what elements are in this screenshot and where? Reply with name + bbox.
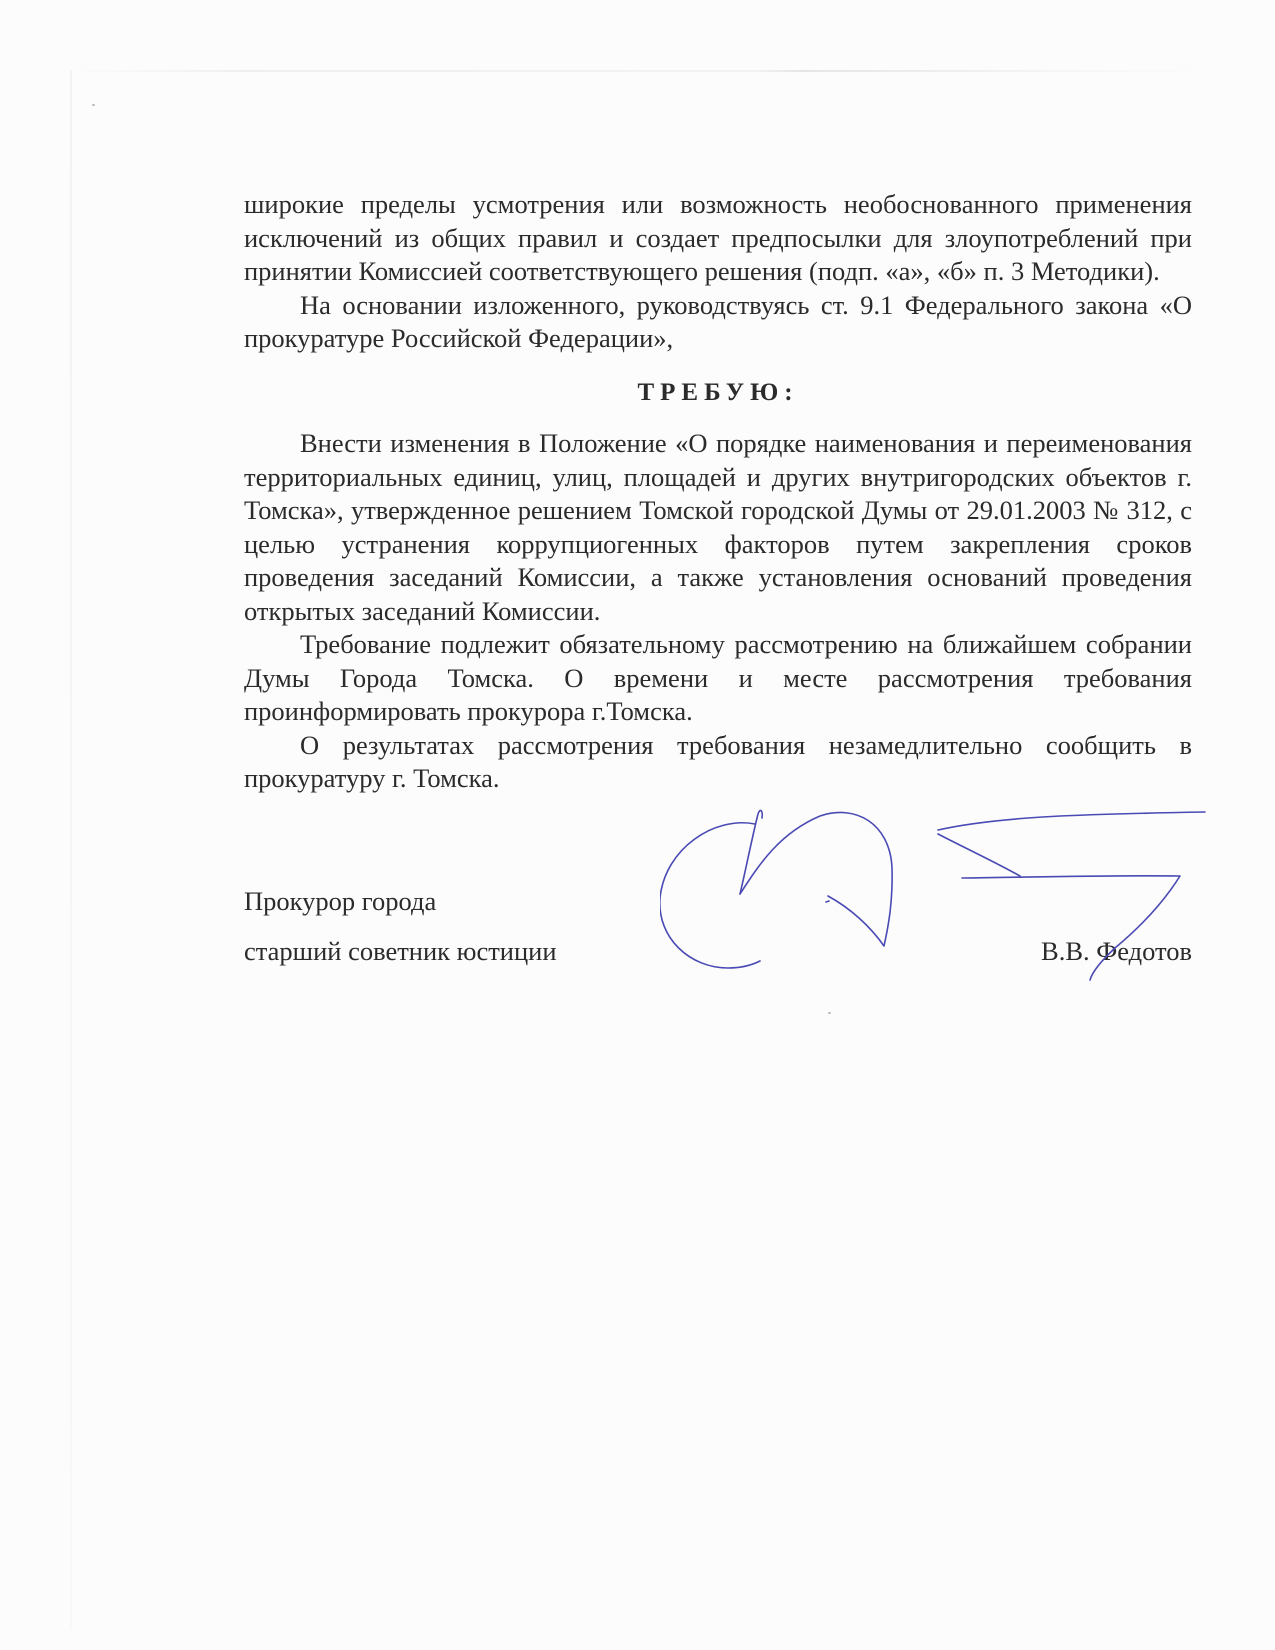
scan-edge [70,70,72,1630]
paragraph-legal-basis: На основании изложенного, руководствуясь ст. 9.1 Федерального закона «О прокуратуре Российской Федерации», [244,289,1192,353]
signature-stroke [962,876,1180,980]
demand-paragraph: Требование подлежит обязательному рассмотрению на ближайшем собрании Думы Города Томска. О времени и месте рассмотрения требования проинформировать прокурора г.Томска. [244,629,1192,726]
signature-stroke [826,901,829,902]
signer-name: В.В. Федотов [1041,936,1192,966]
demand-paragraph: О результатах рассмотрения требования незамедлительно сообщить в прокуратуру г. Томска. [244,729,1192,793]
scan-speck [92,104,95,106]
signature-stroke [938,834,1020,876]
signature-stroke [938,812,1205,830]
signer-position: Прокурор города [244,886,437,916]
signature-stroke [740,812,892,946]
signature-stroke [660,823,760,968]
document-body [244,188,1192,796]
scan-speck [828,1012,831,1014]
demand-heading: ТРЕБУЮ: [637,378,799,406]
handwritten-signature [660,808,1220,988]
demand-paragraph: Внести изменения в Положение «О порядке наименования и переименования территориальных единиц, улиц, площадей и других внутригородских объектов г. Томска», утвержденное решением Томской городской Думы от 29.01.2003 № 312, с целью устранения коррупциогенных факторов путем закрепления сроков проведения заседаний Комиссии, а также установления оснований проведения открытых заседаний Комиссии. [244,428,1192,626]
scan-edge [70,70,1210,72]
paragraph-continuation: широкие пределы усмотрения или возможность необоснованного применения исключений из общих правил и создает предпосылки для злоупотреблений при принятии Комиссией соответствующего решения (подп. «а», «б» п. 3 Методики). [244,189,1192,286]
signer-rank: старший советник юстиции [244,936,557,966]
